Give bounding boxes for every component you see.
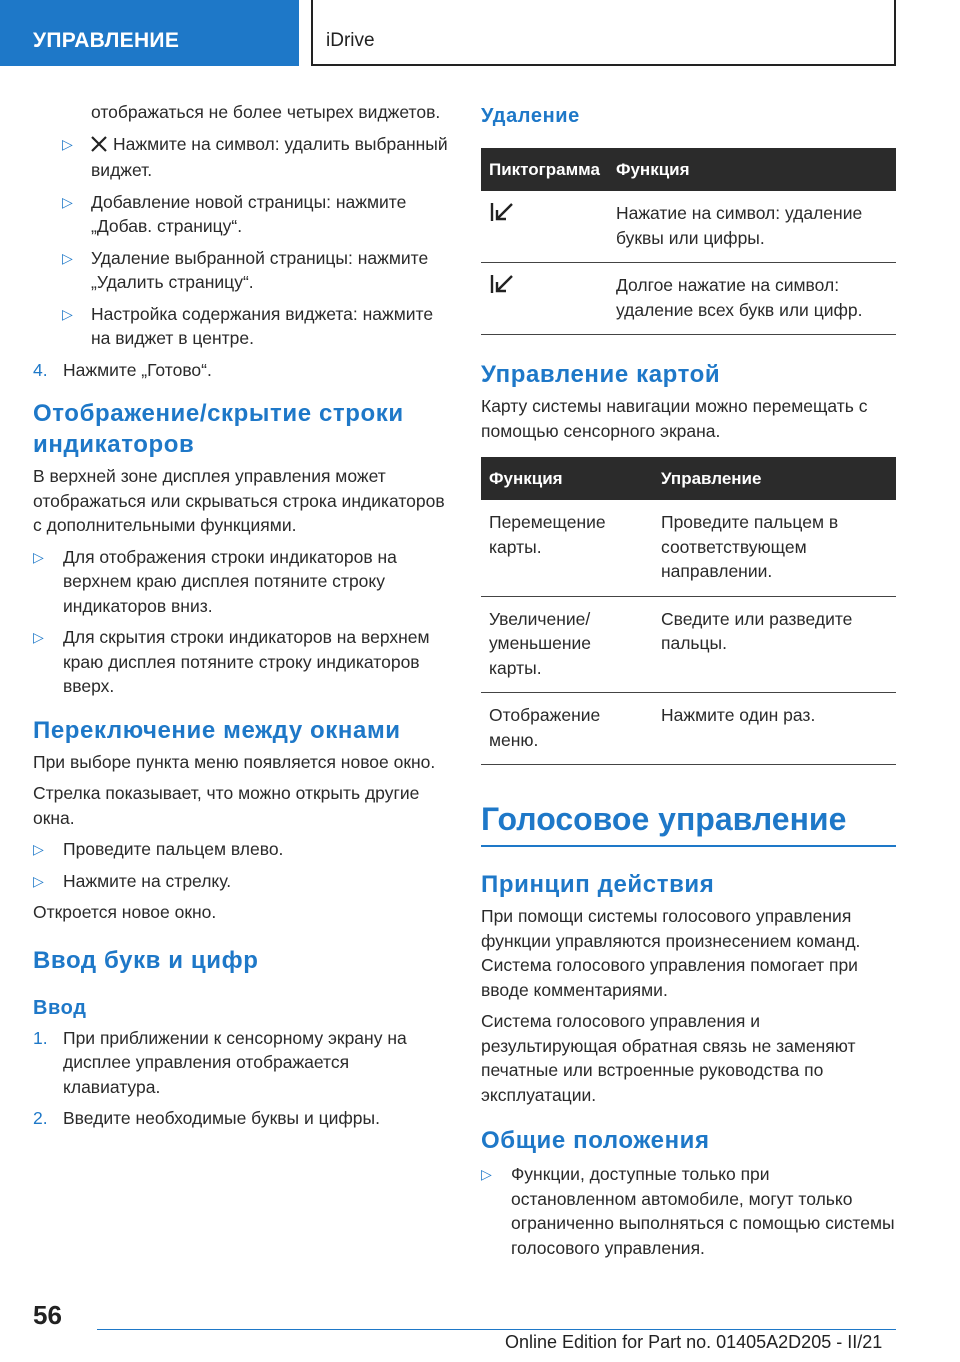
paragraph: Карту системы навигации можно перемещать с помощью сенсорного экрана. <box>481 396 868 441</box>
paragraph: При выборе пункта меню появляется новое окно. <box>33 751 436 772</box>
paragraph: Стрелка показывает, что можно открыть другие окна. <box>33 783 420 828</box>
table-cell: Увеличение/ уменьшение карты. <box>481 596 653 693</box>
triangle-bullet-icon: ▷ <box>62 249 73 266</box>
list-item <box>481 1162 896 1260</box>
close-x-icon <box>91 134 113 159</box>
paragraph: В верхней зоне дисплея управления может отображаться или скрываться строка индикаторов с дополнительными функциями. <box>33 466 445 535</box>
step-item <box>33 1106 448 1131</box>
list-item <box>33 190 448 239</box>
list-item <box>33 837 448 862</box>
step-item <box>33 1026 448 1100</box>
triangle-bullet-icon: ▷ <box>33 629 44 645</box>
table-cell: Отображение меню. <box>481 693 653 765</box>
section-heading-windows: Переключение между окнами <box>33 716 401 744</box>
intro-continuation: отображаться не более четырех виджетов. <box>91 102 441 122</box>
triangle-bullet-icon: ▷ <box>62 135 73 152</box>
step-text: Нажмите „Готово“. <box>63 359 212 380</box>
table-header-cell: Функция <box>608 148 896 191</box>
paragraph: Откроется новое окно. <box>33 902 217 922</box>
table-header-cell: Пиктограмма <box>481 148 608 191</box>
list-item-text: Удаление выбранной страницы: нажмите „Удалить страницу“. <box>91 247 429 292</box>
list-item-text: Нажмите на стрелку. <box>63 870 232 891</box>
subsection-heading-delete: Удаление <box>481 105 580 127</box>
left-column <box>33 100 448 1138</box>
triangle-bullet-icon: ▷ <box>481 1166 492 1182</box>
table-row <box>481 500 896 596</box>
list-item <box>33 302 448 351</box>
list-item-text: Для скрытия строки индикаторов на верхнем краю дисплея потяните строку индикаторов вверх. <box>63 627 430 696</box>
section-tab <box>0 0 299 66</box>
step-text: При приближении к сенсорному экрану на дисплее управления отображается клавиатура. <box>63 1027 407 1097</box>
list-item-text: Функции, доступные только при остановленном автомобиле, могут только ограниченно выполняться с помощью системы голосового управления. <box>511 1164 895 1258</box>
subsection-heading-input: Ввод <box>33 996 87 1019</box>
table-row <box>481 263 896 335</box>
list-item <box>33 869 448 894</box>
triangle-bullet-icon: ▷ <box>33 548 44 565</box>
table-header-cell: Функция <box>481 457 653 500</box>
list-item-text: Настройка содержания виджета: нажмите на виджет в центре. <box>91 303 434 348</box>
map-table <box>481 457 896 765</box>
table-row <box>481 693 896 765</box>
triangle-bullet-icon: ▷ <box>33 872 44 889</box>
footer-edition: Online Edition for Part no. 01405A2D205 - II/21 <box>505 1332 883 1352</box>
step-number: 1. <box>33 1027 48 1048</box>
section-heading-input: Ввод букв и цифр <box>33 946 259 974</box>
triangle-bullet-icon: ▷ <box>62 193 73 210</box>
table-row <box>481 191 896 263</box>
step-text: Введите необходимые буквы и цифры. <box>63 1108 380 1128</box>
table-row <box>481 596 896 693</box>
section-title: УПРАВЛЕНИЕ <box>33 29 180 52</box>
list-item <box>33 246 448 295</box>
step-item <box>33 358 448 383</box>
list-item <box>33 625 448 699</box>
table-cell: Нажатие на символ: удаление буквы или цифры. <box>608 191 896 263</box>
table-cell: Перемещение карты. <box>481 500 653 596</box>
section-heading-map: Управление картой <box>481 361 721 388</box>
paragraph: При помощи системы голосового управления функции управляются произнесением команд. Система голосового управления помогает при вводе комментариями. <box>481 906 861 1000</box>
table-cell: Сведите или разведите пальцы. <box>653 596 896 693</box>
section-heading-general: Общие положения <box>481 1127 710 1154</box>
backspace-icon <box>481 263 608 335</box>
list-item-text: Нажмите на символ: удалить выбранный виджет. <box>91 133 448 180</box>
step-number: 4. <box>33 359 48 380</box>
table-header-cell: Управление <box>653 457 896 500</box>
chapter-heading-voice: Голосовое управление <box>481 799 896 847</box>
subsection-title: iDrive <box>326 30 375 51</box>
page-number: 56 <box>33 1300 62 1330</box>
list-item-text: Добавление новой страницы: нажмите „Добав. страницу“. <box>91 191 407 236</box>
table-cell: Проведите пальцем в соответствующем направлении. <box>653 500 896 596</box>
section-heading-status-bar: Отображение/скрытие строки индикаторов <box>33 400 404 458</box>
delete-table <box>481 148 896 335</box>
footer-divider <box>97 1329 896 1330</box>
right-column <box>481 100 896 1267</box>
triangle-bullet-icon: ▷ <box>62 305 73 322</box>
list-item-text: Проведите пальцем влево. <box>63 839 284 859</box>
triangle-bullet-icon: ▷ <box>33 841 44 857</box>
table-cell: Нажмите один раз. <box>653 693 896 765</box>
list-item-text: Для отображения строки индикаторов на верхнем краю дисплея потяните строку индикаторов вниз. <box>63 546 397 616</box>
table-header-row <box>481 457 896 500</box>
list-item <box>33 132 448 183</box>
table-cell: Долгое нажатие на символ: удаление всех букв или цифр. <box>608 263 896 335</box>
step-number: 2. <box>33 1108 48 1128</box>
table-header-row <box>481 148 896 191</box>
section-heading-principle: Принцип действия <box>481 871 715 898</box>
paragraph: Система голосового управления и результирующая обратная связь не заменяют печатные или встроенные руководства по эксплуатации. <box>481 1011 856 1105</box>
backspace-icon <box>481 191 608 263</box>
subsection-tab <box>311 0 896 66</box>
list-item <box>33 545 448 619</box>
